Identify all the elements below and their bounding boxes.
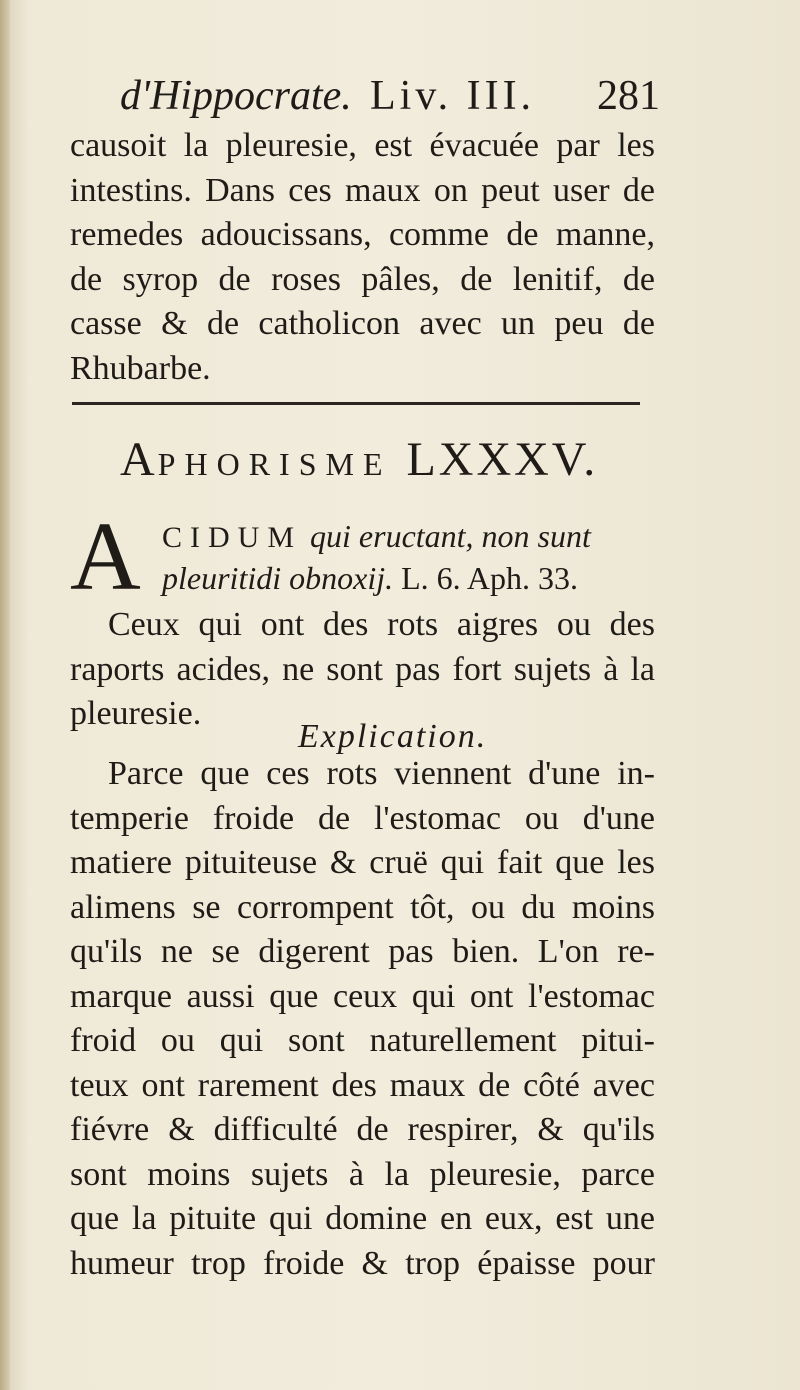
aphorism-title <box>120 432 620 492</box>
aphorism-number: LXXXV. <box>406 433 599 486</box>
text-line: fiévre & difficulté de respirer, & qu'ils <box>70 1111 655 1148</box>
text-line: de syrop de roses pâles, de lenitif, de <box>70 260 655 298</box>
latin-text-line-1 <box>162 518 652 558</box>
latin-italic: pleuritidi obnoxij. <box>162 560 394 596</box>
text-line: causoit la pleuresie, est évacuée par les <box>70 127 655 164</box>
section-rule <box>72 402 640 405</box>
text-line: raports acides, ne sont pas fort sujets à la <box>70 650 655 688</box>
book-number: Liv. III. <box>370 73 536 119</box>
latin-reference: L. 6. Aph. 33. <box>401 560 578 596</box>
text-line: casse & de catholicon avec un peu de <box>70 305 655 342</box>
text-line: humeur trop froide & trop épaisse pour <box>70 1244 655 1282</box>
page-spine-edge <box>0 0 10 1390</box>
text-line: teux ont rarement des maux de côté avec <box>70 1066 655 1104</box>
text-line: pleuresie. <box>70 695 202 732</box>
text-line: que la pituite qui domine en eux, est une <box>70 1200 655 1237</box>
text-line: froid ou qui sont naturellement pitui- <box>70 1022 655 1059</box>
text-line: intestins. Dans ces maux on peut user de <box>70 171 655 209</box>
text-line: alimens se corrompent tôt, ou du moins <box>70 888 655 926</box>
latin-italic: qui eructant, non sunt <box>310 518 591 554</box>
page-header <box>120 72 660 124</box>
text-line: qu'ils ne se digerent pas bien. L'on re- <box>70 933 655 970</box>
drop-cap: A <box>70 503 141 611</box>
french-translation <box>70 603 655 737</box>
text-line: Ceux qui ont des rots aigres ou des <box>108 606 655 643</box>
text-line: Parce que ces rots viennent d'une in- <box>108 755 655 792</box>
text-line: remedes adoucissans, comme de manne, <box>70 216 655 253</box>
aphorism-label-rest: PHORISME <box>157 446 392 482</box>
text-line: temperie froide de l'estomac ou d'une <box>70 799 655 837</box>
running-title: d'Hippocrate. <box>120 73 352 119</box>
continuation-paragraph <box>70 124 655 391</box>
explication-paragraph <box>70 752 655 1286</box>
text-line: Rhubarbe. <box>70 349 211 387</box>
text-line: sont moins sujets à la pleuresie, parce <box>70 1155 655 1193</box>
explication-heading: Explication. <box>298 718 488 755</box>
latin-smallcaps: CIDUM <box>162 521 303 554</box>
page-number: 281 <box>597 73 660 119</box>
latin-text-line-2 <box>162 560 652 600</box>
text-line: matiere pituiteuse & cruë qui fait que les <box>70 844 655 881</box>
aphorism-label-initial: A <box>120 433 158 486</box>
text-line: marque aussi que ceux qui ont l'estomac <box>70 977 655 1015</box>
